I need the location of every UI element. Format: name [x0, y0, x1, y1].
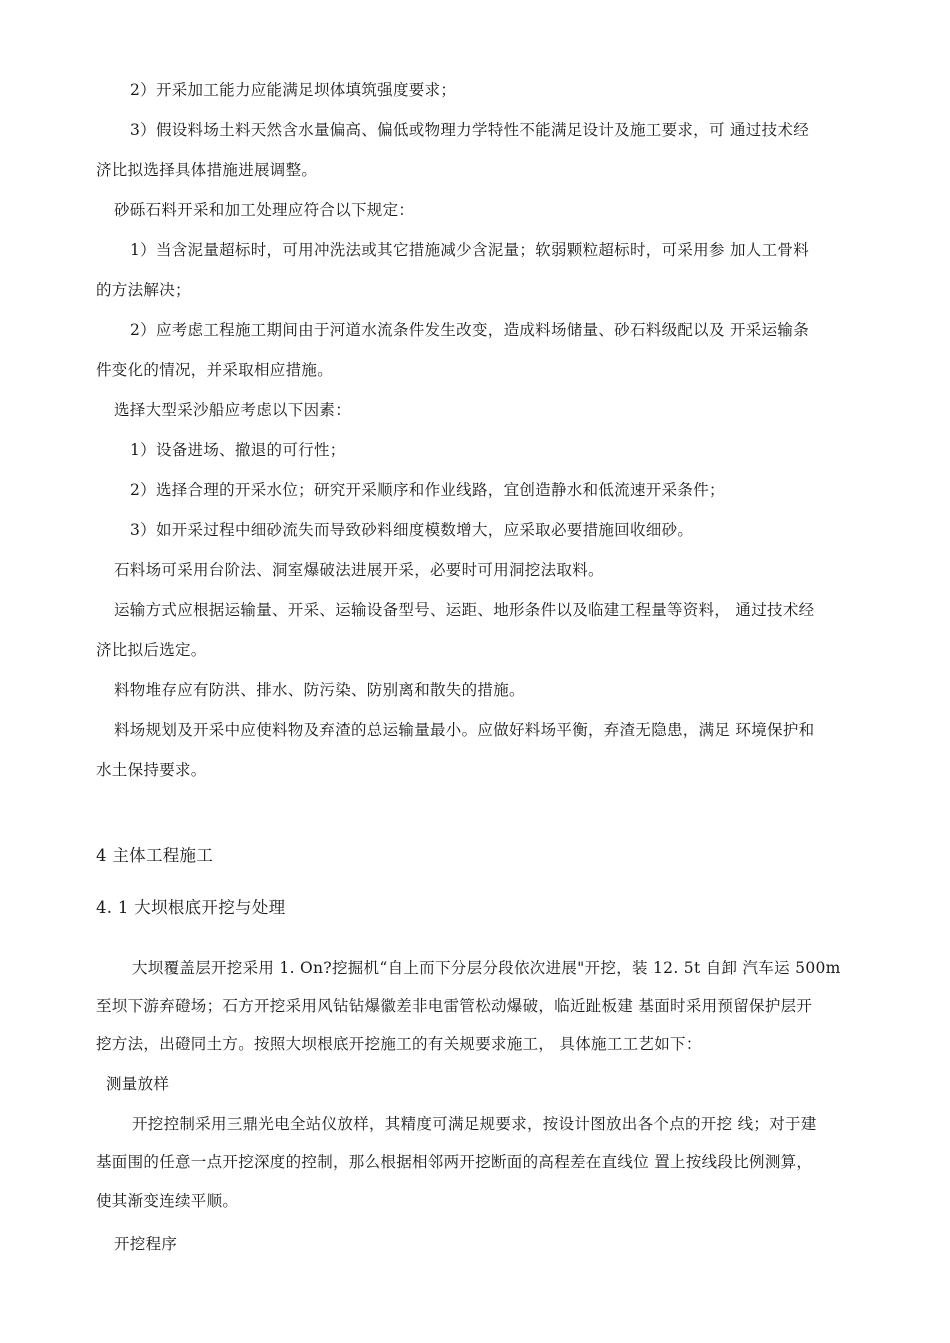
text-line-15: 济比拟后选定。 [96, 641, 207, 659]
text-line-21: 挖方法，出磴同土方。按照大坝根底开挖施工的有关规要求施工， 具体施工工艺如下： [96, 1035, 702, 1053]
subheading-excavation-sequence: 开挖程序 [114, 1235, 178, 1253]
text-line-11: 2）选择合理的开采水位；研究开采顺序和作业线路，宜创造静水和低流速开采条件； [130, 481, 725, 499]
text-line-6: 的方法解决； [96, 281, 191, 299]
text-line-8: 件变化的情况，并采取相应措施。 [96, 361, 334, 379]
subsection-heading: 4. 1 大坝根底开挖与处理 [96, 898, 286, 917]
text-line-17: 料场规划及开采中应使料物及弃渣的总运输量最小。应做好料场平衡，弃渣无隐患，满足 环境保护和 [114, 721, 815, 739]
text-line-19: 大坝覆盖层开挖采用 1. On?挖掘机“自上而下分层分段依次进展"开挖，装 12. 5t 自卸 汽车运 500m [132, 959, 841, 977]
text-line-7: 2）应考虑工程施工期间由于河道水流条件发生改变，造成料场储量、砂石料级配以及 开采运输条 [130, 321, 809, 339]
text-line-14: 运输方式应根据运输量、开采、运输设备型号、运距、地形条件以及临建工程量等资料， 通过技术经 [114, 601, 815, 619]
text-line-18: 水土保持要求。 [96, 761, 207, 779]
text-line-5: 1）当含泥量超标时，可用冲洗法或其它措施减少含泥量；软弱颗粒超标时，可采用参 加人工骨料 [130, 241, 809, 259]
text-line-22: 开挖控制采用三鼎光电全站仪放样，其精度可满足规要求，按设计图放出各个点的开挖 线；对于建 [132, 1115, 817, 1133]
text-line-4: 砂砾石料开采和加工处理应符合以下规定： [114, 201, 415, 219]
text-line-23: 基面围的任意一点开挖深度的控制，那么根据相邻两开挖断面的高程差在直线位 置上按线段比例测算， [96, 1153, 813, 1171]
text-line-1: 2）开采加工能力应能满足坝体填筑强度要求； [130, 81, 457, 99]
section-heading: 4 主体工程施工 [96, 846, 214, 865]
text-line-3: 济比拟选择具体措施进展调整。 [96, 161, 318, 179]
text-line-13: 石料场可采用台阶法、洞室爆破法进展开采，必要时可用洞挖法取料。 [114, 561, 604, 579]
text-line-20: 至坝下游弃磴场；石方开挖采用风钻钻爆徽差非电雷管松动爆破，临近趾板建 基面时采用预留保护层开 [96, 997, 813, 1015]
text-line-12: 3）如开采过程中细砂流失而导致砂料细度模数增大，应采取必要措施回收细砂。 [130, 521, 694, 539]
text-line-2: 3）假设料场土料天然含水量偏高、偏低或物理力学特性不能满足设计及施工要求，可 通过技术经 [130, 121, 809, 139]
text-line-10: 1）设备进场、撤退的可行性； [130, 441, 346, 459]
text-line-24: 使其渐变连续平顺。 [96, 1192, 239, 1210]
text-line-9: 选择大型采沙船应考虑以下因素： [114, 401, 352, 419]
subheading-survey: 测量放样 [106, 1075, 170, 1093]
text-line-16: 料物堆存应有防洪、排水、防污染、防别离和散失的措施。 [114, 681, 525, 699]
